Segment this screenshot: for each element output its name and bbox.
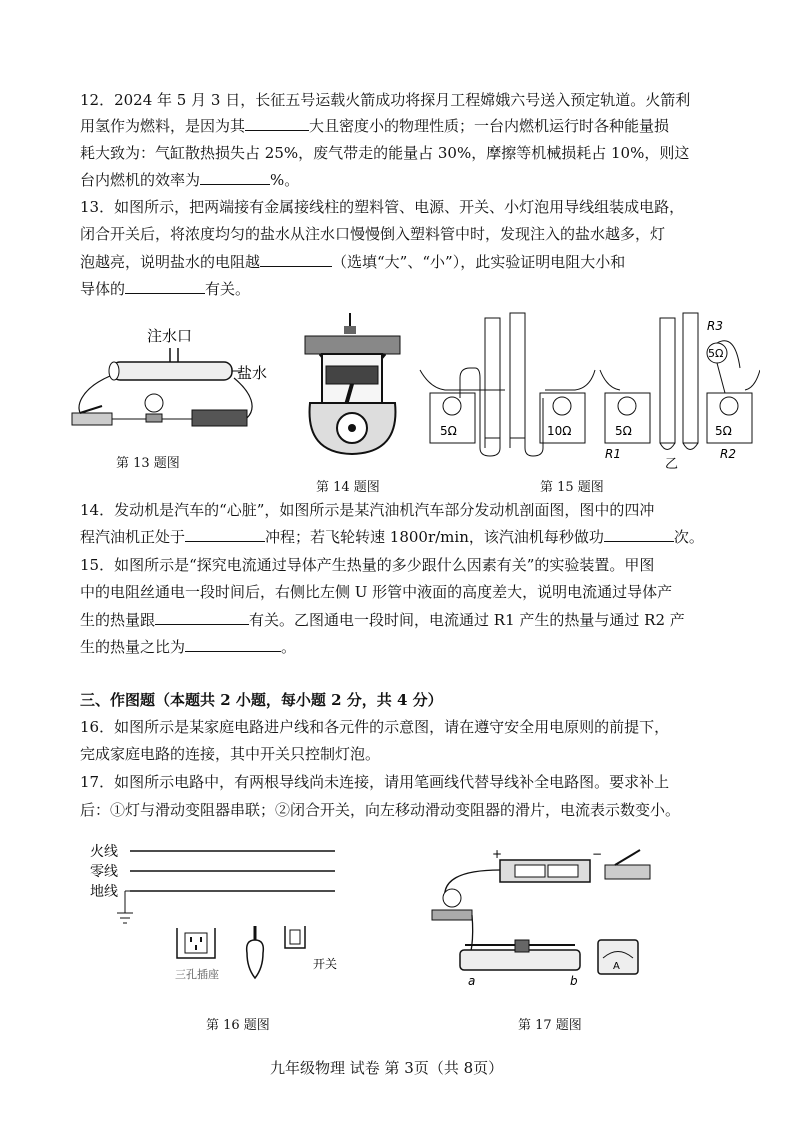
label-r3: R3 <box>707 319 723 333</box>
q15-blank-1[interactable] <box>155 610 249 625</box>
lamp <box>432 889 472 920</box>
label-r2: R2 <box>720 447 736 461</box>
q16-line2: 完成家庭电路的连接，其中开关只控制灯泡。 <box>80 745 381 763</box>
label-terminal-a: a <box>468 974 476 988</box>
label-salt-water: 盐水 <box>237 364 268 382</box>
label-r2-value: 5Ω <box>715 424 732 438</box>
q12-blank-1[interactable] <box>245 116 309 131</box>
figure-15-joule-heating <box>415 308 760 478</box>
figure-16-caption: 第 16 题图 <box>206 1018 270 1033</box>
q13-line3: 泡越亮，说明盐水的电阻越 （选填“大”、“小”），此实验证明电阻大小和 <box>80 253 626 271</box>
q13-line4: 导体的 有关。 <box>80 280 251 298</box>
q15-blank-2[interactable] <box>185 637 281 652</box>
label-ground-wire: 地线 <box>90 884 118 900</box>
wall-switch <box>285 926 337 971</box>
q17-line1: 17．如图所示电路中，有两根导线尚未连接，请用笔画线代替导线补全电路图。要求补上 <box>80 773 670 791</box>
light-bulb <box>247 926 264 978</box>
figure-14-caption: 第 14 题图 <box>316 480 380 495</box>
q12-blank-2[interactable] <box>200 170 270 185</box>
label-positive: + <box>492 847 503 861</box>
q14-line2: 程汽油机正处于 冲程；若飞轮转速 1800r/min，该汽油机每秒做功 次。 <box>80 528 704 546</box>
q15-line3: 生的热量跟 有关。乙图通电一段时间，电流通过 R1 产生的热量与通过 R2 产 <box>80 611 685 629</box>
q14-blank-1[interactable] <box>185 527 265 542</box>
apparatus-jia <box>420 313 595 456</box>
label-yi: 乙 <box>665 457 679 472</box>
label-r1: R1 <box>605 447 621 461</box>
label-switch: 开关 <box>313 957 338 971</box>
battery-box <box>492 847 602 882</box>
q15-line1: 15．如图所示是“探究电流通过导体产生热量的多少跟什么因素有关”的实验装置。甲图 <box>80 556 655 574</box>
ammeter <box>598 940 638 974</box>
label-neutral-wire: 零线 <box>90 864 118 880</box>
label-r-left: 5Ω <box>440 424 457 438</box>
figure-13-salt-water-circuit <box>62 318 272 443</box>
q14-line1: 14．发动机是汽车的“心脏”，如图所示是某汽油机汽车部分发动机剖面图，图中的四冲 <box>80 501 655 519</box>
q15-line2: 中的电阻丝通电一段时间后，右侧比左侧 U 形管中液面的高度差大，说明电流通过导体产 <box>80 583 673 601</box>
page-footer: 九年级物理 试卷 第 3页（共 8页） <box>270 1059 504 1077</box>
label-ammeter: A <box>613 961 620 972</box>
q16-line1: 16．如图所示是某家庭电路进户线和各元件的示意图，请在遵守安全用电原则的前提下， <box>80 718 670 736</box>
q12-line3: 耗大致为：气缸散热损失占 25%，废气带走的能量占 30%，摩擦等机械损耗占 10%，则这 <box>80 144 690 162</box>
rheostat <box>460 940 580 988</box>
q12-line1: 12．2024 年 5 月 3 日，长征五号运载火箭成功将探月工程嫦娥六号送入预定轨道。火箭利 <box>80 91 691 109</box>
figure-15-caption: 第 15 题图 <box>540 480 604 495</box>
q13-line2: 闭合开关后，将浓度均匀的盐水从注水口慢慢倒入塑料管中时，发现注入的盐水越多，灯 <box>80 225 666 243</box>
piston <box>326 366 378 384</box>
figure-17-circuit <box>420 840 660 1000</box>
figure-14-engine-section <box>300 308 405 458</box>
q13-blank-1[interactable] <box>260 252 332 267</box>
label-live-wire: 火线 <box>90 844 118 860</box>
plastic-tube <box>112 362 232 380</box>
label-r3-value: 5Ω <box>708 347 724 360</box>
apparatus-yi <box>600 313 760 472</box>
label-socket: 三孔插座 <box>175 968 219 981</box>
q13-blank-2[interactable] <box>125 279 205 294</box>
section-3-heading: 三、作图题（本题共 2 小题，每小题 2 分，共 4 分） <box>80 691 443 709</box>
bulb <box>145 394 163 412</box>
label-r1-value: 5Ω <box>615 424 632 438</box>
knife-switch <box>605 850 650 879</box>
q14-blank-2[interactable] <box>604 527 674 542</box>
q17-line2: 后：①灯与滑动变阻器串联；②闭合开关，向左移动滑动变阻器的滑片，电流表示数变小。 <box>80 801 681 819</box>
label-r-right: 10Ω <box>547 424 572 438</box>
figure-17-caption: 第 17 题图 <box>518 1018 582 1033</box>
q13-line1: 13．如图所示，把两端接有金属接线柱的塑料管、电源、开关、小灯泡用导线组装成电路， <box>80 198 685 216</box>
label-terminal-b: b <box>570 974 578 988</box>
figure-16-home-circuit <box>85 838 345 998</box>
q12-line4: 台内燃机的效率为 %。 <box>80 171 300 189</box>
battery <box>192 410 247 426</box>
cylinder-head <box>305 336 400 354</box>
q15-line4: 生的热量之比为 。 <box>80 638 297 656</box>
three-pin-socket <box>175 928 219 981</box>
figure-13-caption: 第 13 题图 <box>116 456 180 471</box>
q12-line2: 用氢作为燃料，是因为其 大且密度小的物理性质；一台内燃机运行时各种能量损 <box>80 117 670 135</box>
label-negative: − <box>592 847 603 861</box>
label-inlet: 注水口 <box>147 327 193 345</box>
switch <box>72 413 112 425</box>
